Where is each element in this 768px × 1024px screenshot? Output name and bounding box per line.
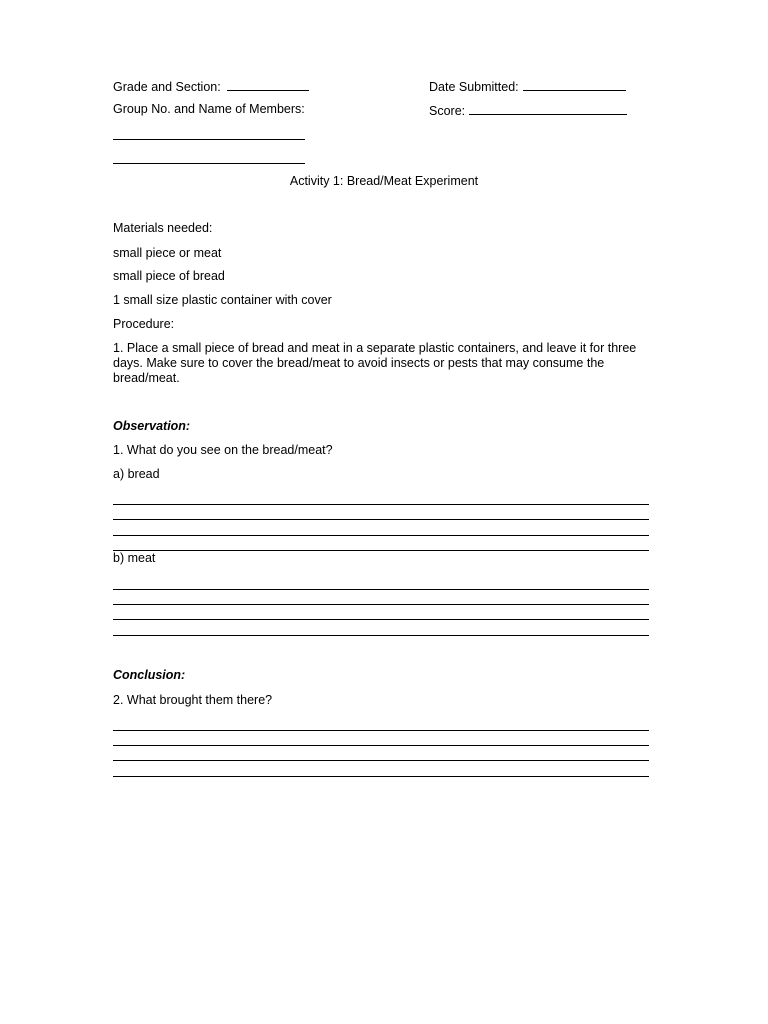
date-submitted-label: Date Submitted: (429, 80, 519, 94)
score-label: Score: (429, 104, 466, 118)
grade-section-label: Grade and Section: (113, 80, 221, 94)
date-submitted-row (429, 78, 626, 95)
score-row (429, 102, 627, 119)
answer-line-bread-3[interactable] (113, 535, 649, 536)
answer-line-conclusion-4[interactable] (113, 776, 649, 777)
answer-line-meat-3[interactable] (113, 619, 649, 620)
observation-question: 1. What do you see on the bread/meat? (113, 443, 333, 457)
answer-line-bread-1[interactable] (113, 504, 649, 505)
activity-title: Activity 1: Bread/Meat Experiment (289, 174, 479, 188)
materials-heading: Materials needed: (113, 221, 213, 235)
answer-line-conclusion-3[interactable] (113, 760, 649, 761)
answer-line-conclusion-1[interactable] (113, 730, 649, 731)
answer-line-meat-4[interactable] (113, 635, 649, 636)
procedure-step-1: 1. Place a small piece of bread and meat in a separate plastic containers, and leave it for three days. Make sure to cover the bread/meat to avoid insects or pests that may consume the bread/meat. (113, 341, 637, 385)
procedure-heading: Procedure: (113, 317, 175, 331)
conclusion-question: 2. What brought them there? (113, 693, 273, 707)
observation-part-a: a) bread (113, 467, 160, 481)
observation-heading: Observation: (113, 419, 191, 433)
member-name-line-1[interactable] (113, 139, 305, 140)
group-members-label: Group No. and Name of Members: (113, 102, 305, 116)
answer-line-meat-2[interactable] (113, 604, 649, 605)
materials-item-2: small piece of bread (113, 269, 225, 283)
score-field[interactable] (469, 102, 627, 115)
grade-section-field[interactable] (227, 78, 309, 91)
answer-line-conclusion-2[interactable] (113, 745, 649, 746)
materials-item-3: 1 small size plastic container with cover (113, 293, 332, 307)
observation-part-b: b) meat (113, 551, 156, 565)
date-submitted-field[interactable] (523, 78, 626, 91)
materials-item-1: small piece or meat (113, 246, 222, 260)
member-name-line-2[interactable] (113, 163, 305, 164)
answer-line-bread-4[interactable] (113, 550, 649, 551)
answer-line-meat-1[interactable] (113, 589, 649, 590)
grade-section-row (113, 78, 309, 95)
conclusion-heading: Conclusion: (113, 668, 186, 682)
answer-line-bread-2[interactable] (113, 519, 649, 520)
